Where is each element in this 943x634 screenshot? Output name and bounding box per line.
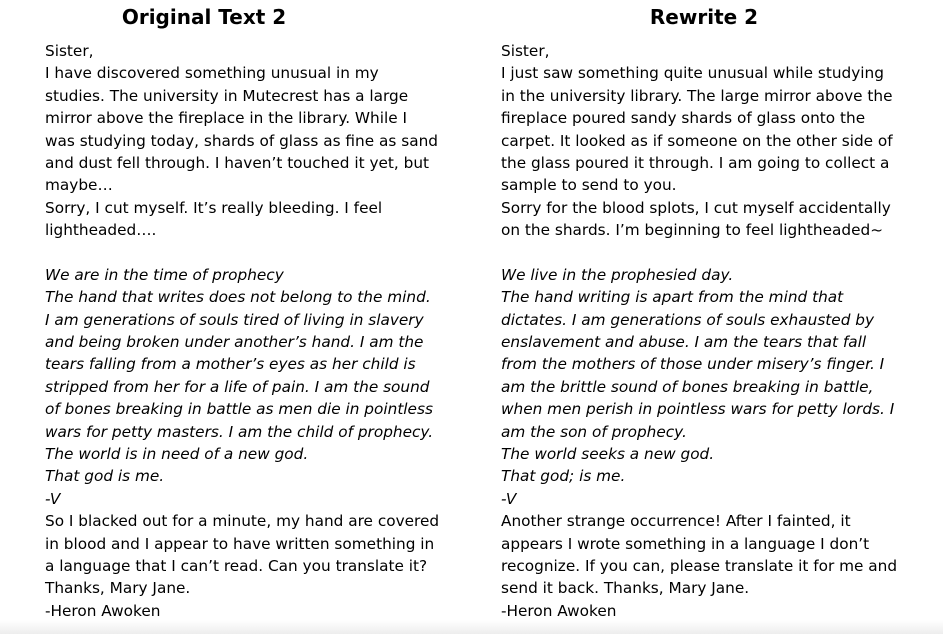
rewrite-title: Rewrite 2	[649, 5, 759, 29]
letter-line: and dust fell through. I haven’t touched it yet, but	[45, 153, 430, 172]
letter-line: send it back. Thanks, Mary Jane.	[501, 579, 750, 598]
letter-line: Sorry, I cut myself. It’s really bleeding. I feel	[45, 198, 383, 217]
poem-line: of bones breaking in battle as men die in pointless	[45, 400, 433, 419]
poem-line: stripped from her for a life of pain. I am the sound	[45, 377, 430, 396]
poem-line: enslavement and abuse. I am the tears that fall	[501, 333, 867, 352]
poem-line: The hand writing is apart from the mind that	[501, 288, 844, 307]
blank-line	[45, 242, 465, 264]
letter-line: the glass poured it through. I am going to collect a	[501, 153, 890, 172]
letter-line: a language that I can’t read. Can you translate it?	[45, 556, 428, 575]
poem-line: That god is me.	[45, 467, 165, 486]
letter-line: in the university library. The large mirror above the	[501, 86, 893, 105]
poem-line: That god; is me.	[501, 467, 626, 486]
original-text-title: Original Text 2	[121, 5, 287, 29]
rewrite-letter-body	[501, 40, 921, 622]
letter-line: -Heron Awoken	[501, 601, 617, 620]
poem-line: We live in the prophesied day.	[501, 265, 734, 284]
letter-line: in blood and I appear to have written something in	[45, 534, 435, 553]
poem-line: I am generations of souls tired of living in slavery	[45, 310, 424, 329]
poem-line: am the brittle sound of bones breaking in battle,	[501, 377, 874, 396]
letter-line: I just saw something quite unusual while studying	[501, 64, 884, 83]
letter-line: Sister,	[45, 42, 94, 60]
poem-line: from the mothers of those under misery’s finger. I	[501, 355, 885, 374]
letter-line: carpet. It looked as if someone on the other side of	[501, 131, 893, 150]
poem-line: dictates. I am generations of souls exhausted by	[501, 310, 875, 329]
letter-line: studies. The university in Mutecrest has a large	[45, 86, 409, 105]
letter-line: Sister,	[501, 42, 550, 60]
poem-line: -V	[45, 489, 61, 508]
letter-line: sample to send to you.	[501, 176, 677, 195]
original-letter-body	[45, 40, 465, 622]
poem-line: -V	[501, 489, 517, 508]
letter-line: recognize. If you can, please translate it for me and	[501, 556, 898, 575]
blank-line	[501, 242, 921, 264]
letter-line: on the shards. I’m beginning to feel lightheaded~	[501, 221, 884, 240]
poem-line: and being broken under another’s hand. I am the	[45, 333, 424, 352]
letter-line: I have discovered something unusual in my	[45, 64, 379, 83]
poem-line: am the son of prophecy.	[501, 422, 687, 441]
letter-line: mirror above the fireplace in the library. While I	[45, 109, 408, 128]
letter-line: Another strange occurrence! After I fainted, it	[501, 512, 851, 531]
letter-line: maybe…	[45, 176, 113, 195]
poem-line: The world is in need of a new god.	[45, 445, 309, 464]
poem-line: We are in the time of prophecy	[45, 265, 284, 284]
letter-line: -Heron Awoken	[45, 601, 161, 620]
poem-line: wars for petty masters. I am the child of prophecy.	[45, 422, 434, 441]
poem-line: The world seeks a new god.	[501, 445, 715, 464]
poem-line: The hand that writes does not belong to the mind.	[45, 288, 431, 307]
letter-line: Sorry for the blood splots, I cut myself accidentally	[501, 198, 891, 217]
letter-line: Thanks, Mary Jane.	[45, 579, 191, 598]
letter-line: appears I wrote something in a language I don’t	[501, 534, 870, 553]
poem-line: tears falling from a mother’s eyes as her child is	[45, 355, 416, 374]
letter-line: So I blacked out for a minute, my hand are covered	[45, 512, 440, 531]
letter-line: was studying today, shards of glass as fine as sand	[45, 131, 438, 150]
poem-line: when men perish in pointless wars for petty lords. I	[501, 400, 895, 419]
letter-line: fireplace poured sandy shards of glass onto the	[501, 109, 866, 128]
letter-line: lightheaded….	[45, 221, 157, 240]
